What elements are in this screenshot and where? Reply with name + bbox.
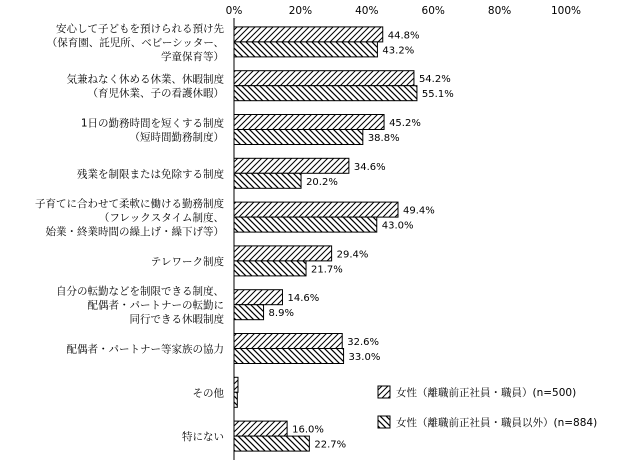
category-label: 始業・終業時間の繰上げ・繰下げ等） <box>45 226 224 239</box>
bar <box>234 436 309 451</box>
legend <box>378 386 597 429</box>
category-label: 安心して子どもを預けられる預け先 <box>56 22 224 35</box>
data-label: 33.0% <box>348 352 381 363</box>
x-tick-label: 100% <box>550 5 582 17</box>
data-label: 38.8% <box>367 133 400 144</box>
category-label: （フレックスタイム制度、 <box>98 212 224 225</box>
bar <box>234 27 383 42</box>
data-label: 54.2% <box>418 74 451 86</box>
category-label: 子育てに合わせて柔軟に働ける勤務制度 <box>35 198 224 211</box>
legend-swatch <box>378 416 390 428</box>
data-label: 21.7% <box>311 264 343 276</box>
x-tick-label: 0% <box>225 5 243 17</box>
legend-label: 女性（離職前正社員・職員以外）(n=884) <box>396 417 598 429</box>
data-label: 34.6% <box>353 161 386 173</box>
category-label: その他 <box>192 387 224 400</box>
bar <box>234 158 349 173</box>
data-label: 29.4% <box>336 249 369 261</box>
category-label: （保育園、託児所、ベビーシッター、 <box>46 36 224 49</box>
legend-label: 女性（離職前正社員・職員）(n=500) <box>396 387 577 399</box>
category-label: 同行できる休暇制度 <box>129 313 224 326</box>
bar <box>234 86 417 101</box>
legend-swatch <box>378 386 390 398</box>
bar <box>234 217 377 232</box>
bar <box>234 349 344 364</box>
bar <box>234 334 342 349</box>
bar <box>234 377 238 392</box>
category-label: 気兼ねなく休める休業、休暇制度 <box>66 73 224 86</box>
category-label: 1日の勤務時間を短くする制度 <box>80 117 224 130</box>
bar <box>234 130 363 145</box>
bar <box>234 305 264 320</box>
data-label: 32.6% <box>347 337 380 348</box>
data-label: 45.2% <box>389 118 421 129</box>
category-labels <box>35 22 224 443</box>
bar <box>234 42 377 57</box>
category-label: （育児休業、子の看護休暇） <box>87 87 224 100</box>
category-label: テレワーク制度 <box>150 255 224 268</box>
bar <box>234 290 282 305</box>
category-label: 学童保育等） <box>161 50 224 63</box>
data-label: 49.4% <box>403 205 435 217</box>
x-tick-label: 60% <box>421 5 445 17</box>
bar <box>234 71 414 86</box>
data-label: 22.7% <box>314 439 347 451</box>
data-label: 8.9% <box>268 308 294 320</box>
data-label: 43.2% <box>382 45 415 57</box>
category-label: （短時間勤務制度） <box>129 131 224 144</box>
data-label: 16.0% <box>292 424 324 436</box>
data-label: 55.1% <box>421 89 454 101</box>
data-label: 20.2% <box>306 176 338 188</box>
bar <box>234 115 384 130</box>
data-label: 14.6% <box>287 293 320 305</box>
bar <box>234 246 332 261</box>
bar <box>234 421 287 436</box>
bar <box>234 392 237 407</box>
data-label: 44.8% <box>387 30 420 42</box>
x-tick-label: 20% <box>288 5 313 17</box>
bar <box>234 261 306 276</box>
bar <box>234 173 301 188</box>
category-label: 配偶者・パートナーの転勤に <box>87 299 224 312</box>
category-label: 自分の転勤などを制限できる制度、 <box>56 285 224 298</box>
category-label: 特にない <box>182 431 224 444</box>
data-label: 43.0% <box>381 220 414 232</box>
x-tick-label: 40% <box>355 5 379 17</box>
x-tick-label: 80% <box>487 5 512 17</box>
category-label: 配偶者・パートナー等家族の協力 <box>66 343 224 356</box>
category-label: 残業を制限または免除する制度 <box>77 168 224 181</box>
bar <box>234 202 398 217</box>
